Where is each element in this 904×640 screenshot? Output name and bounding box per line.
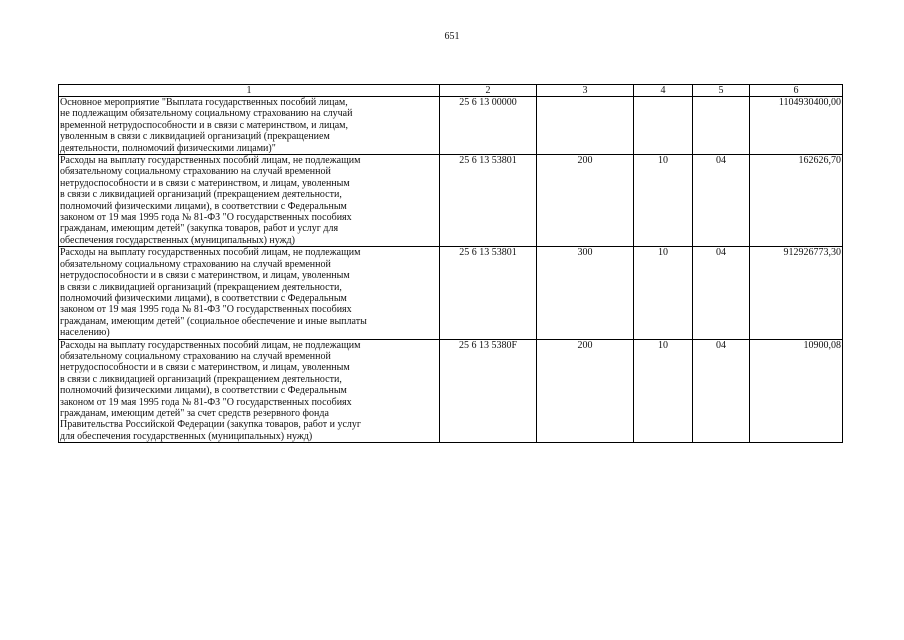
row-pr: 04 <box>693 155 750 247</box>
header-col-6: 6 <box>750 85 843 97</box>
table-row <box>59 155 843 247</box>
row-code: 25 6 13 53801 <box>440 247 537 339</box>
row-name: Расходы на выплату государственных пособий лицам, не подлежащим обязательному социальному страхованию на случай временной нетрудоспособности и в связи с материнством, и лицам, уволенным в связи с ликвидацией организаций (прекращением деятельности, полномочий физическими лицами), в соответствии с Федеральным законом от 19 мая 1995 года № 81-ФЗ "О государственных пособиях гражданам, имеющим детей" за счет средств резервного фонда Правительства Российской Федерации (закупка товаров, работ и услуг для обеспечения государственных (муниципальных) нужд) <box>59 339 440 443</box>
header-col-3: 3 <box>537 85 634 97</box>
row-code: 25 6 13 53801 <box>440 155 537 247</box>
row-rz: 10 <box>634 247 693 339</box>
header-col-1: 1 <box>59 85 440 97</box>
row-vr: 300 <box>537 247 634 339</box>
row-rz <box>634 97 693 155</box>
row-vr: 200 <box>537 155 634 247</box>
header-col-5: 5 <box>693 85 750 97</box>
row-name: Расходы на выплату государственных пособий лицам, не подлежащим обязательному социальному страхованию на случай временной нетрудоспособности и в связи с материнством, и лицам, уволенным в связи с ликвидацией организаций (прекращением деятельности, полномочий физическими лицами), в соответствии с Федеральным законом от 19 мая 1995 года № 81-ФЗ "О государственных пособиях гражданам, имеющим детей" (закупка товаров, работ и услуг для обеспечения государственных (муниципальных) нужд) <box>59 155 440 247</box>
header-col-4: 4 <box>634 85 693 97</box>
table-header <box>59 85 843 97</box>
row-name: Основное мероприятие "Выплата государственных пособий лицам, не подлежащим обязательному социальному страхованию на случай временной нетрудоспособности и в связи с материнством, и лицам, уволенным в связи с ликвидацией организаций (прекращением деятельности, полномочий физическими лицами)" <box>59 97 440 155</box>
page-number: 651 <box>444 31 460 42</box>
row-name: Расходы на выплату государственных пособий лицам, не подлежащим обязательному социальному страхованию на случай временной нетрудоспособности и в связи с материнством, и лицам, уволенным в связи с ликвидацией организаций (прекращением деятельности, полномочий физическими лицами), в соответствии с Федеральным законом от 19 мая 1995 года № 81-ФЗ "О государственных пособиях гражданам, имеющим детей" (социальное обеспечение и иные выплаты населению) <box>59 247 440 339</box>
row-vr: 200 <box>537 339 634 443</box>
header-col-2: 2 <box>440 85 537 97</box>
table-row <box>59 339 843 443</box>
table-body <box>59 97 843 443</box>
row-amount: 162626,70 <box>750 155 843 247</box>
row-code: 25 6 13 5380F <box>440 339 537 443</box>
row-amount: 10900,08 <box>750 339 843 443</box>
row-amount: 1104930400,00 <box>750 97 843 155</box>
row-rz: 10 <box>634 155 693 247</box>
row-pr: 04 <box>693 339 750 443</box>
table-row <box>59 97 843 155</box>
table-row <box>59 247 843 339</box>
row-rz: 10 <box>634 339 693 443</box>
header-row <box>59 85 843 97</box>
row-vr <box>537 97 634 155</box>
row-amount: 912926773,30 <box>750 247 843 339</box>
row-pr <box>693 97 750 155</box>
budget-table <box>58 84 843 443</box>
row-pr: 04 <box>693 247 750 339</box>
row-code: 25 6 13 00000 <box>440 97 537 155</box>
